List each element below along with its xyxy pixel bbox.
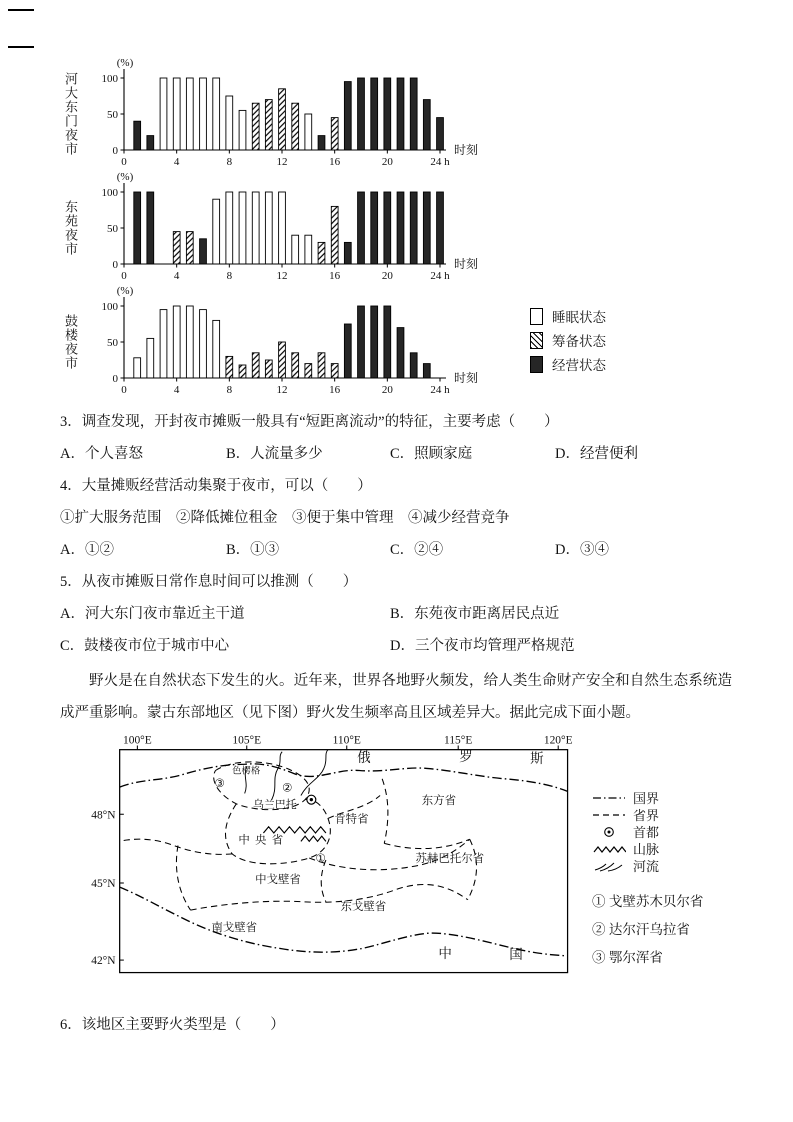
- bar-睡眠状态: [200, 78, 207, 150]
- bar-筹备状态: [331, 364, 338, 378]
- y-tick-label: 0: [112, 144, 118, 157]
- legend-label: 经营状态: [552, 358, 606, 373]
- y-tick-label: 50: [107, 108, 118, 121]
- bar-经营状态: [384, 192, 391, 264]
- bar-筹备状态: [318, 242, 325, 264]
- chart-hedadongmen: [60, 58, 753, 170]
- option-d: D．经营便利: [555, 446, 638, 462]
- bar-经营状态: [134, 192, 141, 264]
- page-mark: [8, 9, 34, 11]
- x-axis-title: 时刻: [454, 143, 479, 157]
- bar-经营状态: [200, 239, 207, 264]
- bar-经营状态: [134, 121, 141, 150]
- map-legend-capital: [592, 823, 703, 840]
- x-tick-label: 12: [276, 156, 288, 168]
- chart-title-vertical: 河大东门夜市: [63, 72, 78, 156]
- x-tick-label: 0: [121, 156, 127, 168]
- bar-筹备状态: [173, 232, 180, 264]
- map-label: 色楞格: [232, 766, 261, 777]
- map-label: ①: [315, 853, 326, 866]
- option-a: A．①②: [60, 542, 114, 558]
- map-legend: [592, 789, 703, 983]
- option-c: C．照顾家庭: [390, 446, 473, 462]
- x-axis-title: 时刻: [454, 257, 479, 271]
- map-legend-national: [592, 789, 703, 806]
- x-tick-label: 8: [226, 384, 233, 396]
- map-label: 中央省: [238, 834, 289, 847]
- map-note-2: ② 达尔汗乌拉省: [592, 922, 690, 937]
- river: [301, 750, 328, 796]
- bar-睡眠状态: [200, 310, 207, 378]
- province-border-symbol: [592, 809, 626, 821]
- bar-睡眠状态: [173, 306, 180, 378]
- wildfire-passage: 野火是在自然状态下发生的火。近年来，世界各地野火频发，给人类生命财产安全和自然生态系统造成严重影响。蒙古东部地区（见下图）野火发生频率高且区域差异大。据此完成下面小题。: [60, 673, 732, 721]
- legend-label: 筹备状态: [552, 334, 606, 349]
- y-tick-label: 50: [107, 336, 118, 349]
- bar-睡眠状态: [213, 320, 220, 378]
- river-symbol: [592, 860, 626, 872]
- map-label: 国: [509, 947, 523, 963]
- map-label: 乌兰巴托: [253, 799, 297, 811]
- longitude-label: 110°E: [332, 734, 361, 747]
- map-label: 斯: [530, 751, 544, 767]
- x-tick-label: 4: [173, 156, 180, 168]
- question-4-statements: ①扩大服务范围 ②降低摊位租金 ③便于集中管理 ④减少经营竞争: [60, 510, 510, 526]
- x-tick-label: 8: [226, 156, 233, 168]
- bar-睡眠状态: [173, 78, 180, 150]
- option-c: C．②④: [390, 542, 444, 558]
- longitude-label: 100°E: [123, 734, 152, 747]
- x-tick-label: 0: [121, 384, 127, 396]
- x-tick-label: 12: [276, 270, 288, 282]
- bar-睡眠状态: [279, 192, 286, 264]
- longitude-label: 115°E: [444, 734, 473, 747]
- mongolia-map: [78, 733, 578, 983]
- province-border: [382, 779, 388, 844]
- x-tick-label: 16: [329, 156, 341, 168]
- bar-经营状态: [358, 306, 365, 378]
- bar-睡眠状态: [265, 192, 272, 264]
- bar-筹备状态: [239, 365, 246, 378]
- question-6-stem: 6．该地区主要野火类型是（ ）: [60, 1017, 285, 1033]
- bar-经营状态: [344, 324, 351, 378]
- open-state-swatch-icon: [530, 356, 543, 373]
- y-axis-unit: (%): [116, 172, 134, 183]
- bar-经营状态: [397, 328, 404, 378]
- bar-筹备状态: [318, 353, 325, 378]
- sleep-state-swatch-icon: [530, 308, 543, 325]
- bar-经营状态: [358, 78, 365, 150]
- x-tick-label: 16: [329, 384, 341, 396]
- bar-经营状态: [344, 242, 351, 264]
- map-legend-label: 山脉: [633, 842, 660, 857]
- latitude-label: 48°N: [91, 809, 116, 822]
- province-border: [176, 846, 190, 911]
- x-tick-label: 16: [329, 270, 341, 282]
- bar-经营状态: [437, 192, 444, 264]
- map-legend-label: 省界: [633, 808, 660, 823]
- chart-title-vertical: 鼓楼夜市: [63, 314, 78, 370]
- bar-筹备状态: [292, 353, 299, 378]
- x-tick-label: 4: [173, 384, 180, 396]
- question-3-stem: 3．调查发现，开封夜市摊贩一般具有“短距离流动”的特征，主要考虑（ ）: [60, 414, 559, 430]
- chart-legend: [530, 304, 606, 376]
- x-tick-label: 0: [121, 270, 127, 282]
- bar-睡眠状态: [239, 192, 246, 264]
- river: [272, 752, 282, 800]
- question-4-stem: 4．大量摊贩经营活动集聚于夜市，可以（ ）: [60, 478, 372, 494]
- bar-经营状态: [410, 78, 417, 150]
- bar-睡眠状态: [239, 110, 246, 150]
- x-tick-label: 4: [173, 270, 180, 282]
- option-c: C．鼓楼夜市位于城市中心: [60, 638, 230, 654]
- bar-筹备状态: [331, 206, 338, 264]
- y-tick-label: 0: [112, 372, 118, 385]
- page-mark: [8, 46, 34, 48]
- x-tick-label: 24 h: [430, 156, 450, 168]
- bar-睡眠状态: [213, 199, 220, 264]
- province-border: [468, 839, 477, 899]
- longitude-label: 105°E: [232, 734, 262, 747]
- bar-经营状态: [371, 192, 378, 264]
- province-border: [384, 839, 469, 848]
- bar-筹备状态: [265, 100, 272, 150]
- map-legend-river: [592, 857, 703, 874]
- bar-经营状态: [410, 192, 417, 264]
- y-axis-unit: (%): [116, 58, 134, 69]
- bar-睡眠状态: [226, 192, 233, 264]
- map-label: 东方省: [421, 794, 457, 807]
- map-legend-province: [592, 806, 703, 823]
- bar-睡眠状态: [160, 310, 167, 378]
- bar-经营状态: [423, 364, 430, 378]
- bar-筹备状态: [279, 89, 286, 150]
- bar-经营状态: [147, 136, 154, 150]
- capital-symbol: [592, 826, 626, 838]
- mountain-range: [301, 836, 326, 841]
- map-note-3: ③ 鄂尔浑省: [592, 950, 663, 965]
- map-label: ②: [282, 782, 293, 795]
- bar-睡眠状态: [292, 235, 299, 264]
- longitude-label: 120°E: [543, 734, 573, 747]
- map-label: 南戈壁省: [211, 921, 258, 934]
- bar-睡眠状态: [252, 192, 259, 264]
- x-tick-label: 24 h: [430, 270, 450, 282]
- x-tick-label: 20: [381, 270, 393, 282]
- bar-经营状态: [397, 78, 404, 150]
- bar-经营状态: [318, 136, 325, 150]
- bar-筹备状态: [305, 364, 312, 378]
- x-tick-label: 20: [381, 384, 393, 396]
- bar-筹备状态: [252, 103, 259, 150]
- map-section: [78, 733, 753, 983]
- bar-睡眠状态: [186, 78, 193, 150]
- legend-label: 睡眠状态: [552, 310, 606, 325]
- legend-item-prep: [530, 328, 606, 352]
- y-axis-unit: (%): [116, 286, 134, 297]
- province-border: [321, 860, 326, 902]
- bar-经营状态: [344, 82, 351, 150]
- capital-marker-dot: [310, 798, 313, 801]
- question-5-options-row1: [60, 598, 753, 630]
- question-4-options: [60, 534, 753, 566]
- national-border-russia: [120, 764, 568, 791]
- bar-睡眠状态: [305, 235, 312, 264]
- question-5-stem: 5．从夜市摊贩日常作息时间可以推测（ ）: [60, 574, 358, 590]
- map-legend-mountain: [592, 840, 703, 857]
- province-border: [191, 884, 468, 910]
- latitude-label: 42°N: [91, 955, 116, 968]
- question-5-options-row2: [60, 630, 753, 662]
- bar-睡眠状态: [160, 78, 167, 150]
- bar-经营状态: [384, 306, 391, 378]
- chart-dongyuan: [60, 172, 753, 284]
- map-frame: [120, 750, 568, 973]
- bar-睡眠状态: [305, 114, 312, 150]
- national-border-symbol: [592, 792, 626, 804]
- map-label: 苏赫巴托尔省: [415, 853, 485, 866]
- map-label: 东戈壁省: [340, 901, 387, 914]
- option-d: D．③④: [555, 542, 609, 558]
- bar-经营状态: [437, 118, 444, 150]
- x-axis-title: 时刻: [454, 371, 479, 385]
- option-b: B．东苑夜市距离居民点近: [390, 606, 560, 622]
- bar-chart-hedadongmen: [82, 58, 514, 170]
- x-tick-label: 8: [226, 270, 233, 282]
- bar-经营状态: [358, 192, 365, 264]
- bar-经营状态: [397, 192, 404, 264]
- x-tick-label: 24 h: [430, 384, 450, 396]
- bar-经营状态: [384, 78, 391, 150]
- bar-经营状态: [410, 353, 417, 378]
- map-label: 罗: [459, 749, 473, 765]
- option-b: B．人流量多少: [226, 446, 323, 462]
- map-legend-label: 河流: [633, 859, 660, 874]
- bar-睡眠状态: [226, 96, 233, 150]
- y-tick-label: 100: [101, 300, 118, 313]
- x-tick-label: 20: [381, 156, 393, 168]
- bar-经营状态: [147, 192, 154, 264]
- province-border: [120, 839, 233, 854]
- questions-section: [60, 406, 753, 729]
- map-label: 肯特省: [334, 813, 369, 826]
- option-b: B．①③: [226, 542, 280, 558]
- map-label: 俄: [357, 750, 371, 766]
- bar-筹备状态: [331, 118, 338, 150]
- mountain-symbol: [592, 843, 626, 855]
- legend-item-sleep: [530, 304, 606, 328]
- y-tick-label: 0: [112, 258, 118, 271]
- bar-睡眠状态: [186, 306, 193, 378]
- bar-经营状态: [371, 306, 378, 378]
- bar-筹备状态: [279, 342, 286, 378]
- option-a: A．河大东门夜市靠近主干道: [60, 606, 245, 622]
- latitude-label: 45°N: [91, 878, 116, 891]
- night-market-charts: [60, 58, 753, 398]
- bar-筹备状态: [226, 356, 233, 378]
- question-3-options: [60, 438, 753, 470]
- chart-gulou: [60, 286, 753, 398]
- legend-item-open: [530, 352, 606, 376]
- map-notes: [592, 888, 703, 972]
- bar-经营状态: [371, 78, 378, 150]
- y-tick-label: 100: [101, 186, 118, 199]
- x-tick-label: 12: [276, 384, 288, 396]
- bar-chart-gulou: [82, 286, 514, 398]
- bar-筹备状态: [265, 360, 272, 378]
- mountain-range: [263, 827, 326, 833]
- option-d: D．三个夜市均管理严格规范: [390, 638, 575, 654]
- option-a: A．个人喜怒: [60, 446, 143, 462]
- bar-chart-dongyuan: [82, 172, 514, 284]
- bar-睡眠状态: [213, 78, 220, 150]
- map-label: 中戈壁省: [255, 874, 301, 886]
- bar-经营状态: [423, 192, 430, 264]
- bar-筹备状态: [252, 353, 259, 378]
- chart-title-vertical: 东苑夜市: [63, 200, 78, 256]
- bar-筹备状态: [292, 103, 299, 150]
- y-tick-label: 100: [101, 72, 118, 85]
- map-note-1: ① 戈壁苏木贝尔省: [592, 894, 704, 909]
- map-label: ③: [214, 778, 225, 791]
- map-legend-label: 国界: [633, 791, 660, 806]
- national-border-china: [120, 887, 568, 956]
- map-legend-label: 首都: [633, 825, 660, 840]
- bar-经营状态: [423, 100, 430, 150]
- bar-睡眠状态: [147, 338, 154, 378]
- y-tick-label: 50: [107, 222, 118, 235]
- bar-睡眠状态: [134, 358, 141, 378]
- map-label: 中: [438, 946, 452, 961]
- prep-state-swatch-icon: [530, 332, 543, 349]
- bar-筹备状态: [186, 232, 193, 264]
